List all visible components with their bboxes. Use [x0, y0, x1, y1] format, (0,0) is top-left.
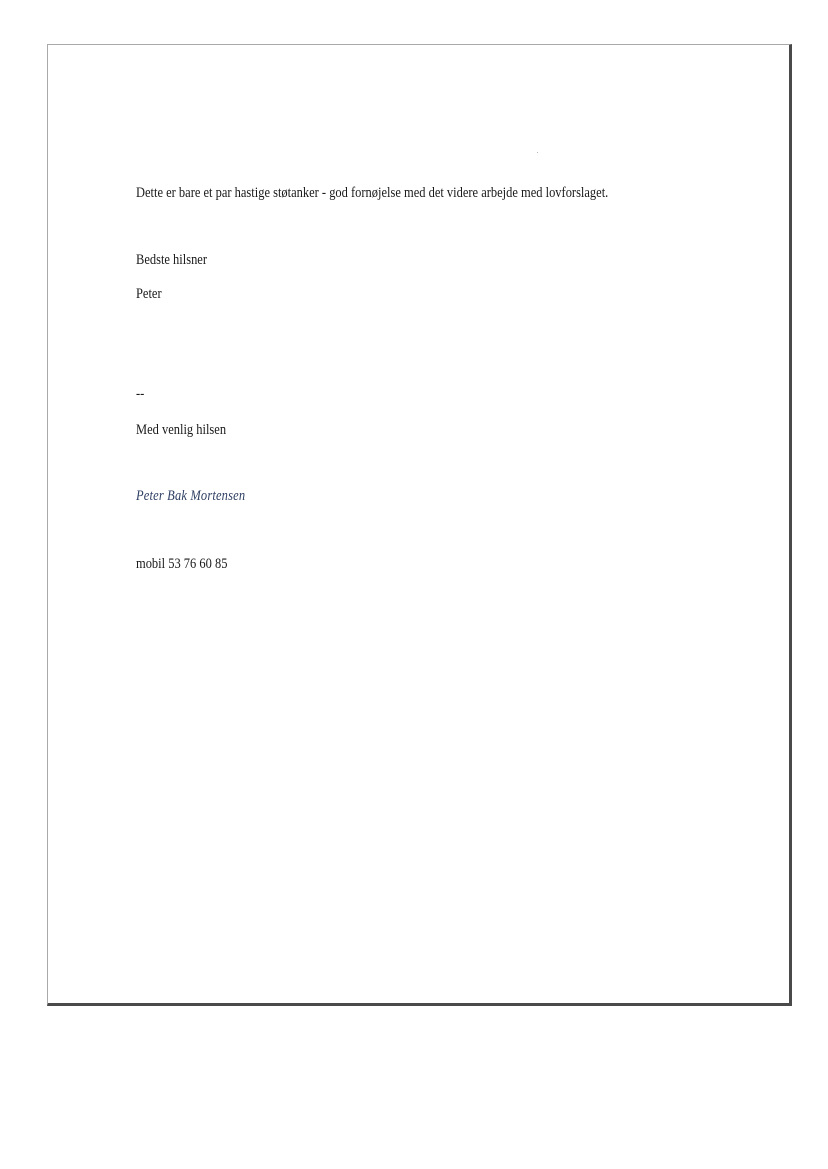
body-paragraph: Dette er bare et par hastige støtanker - god fornøjelse med det videre arbejde med lovforslaget.	[136, 185, 609, 201]
sender-first-name: Peter	[136, 286, 162, 302]
greeting-line: Bedste hilsner	[136, 252, 208, 268]
signature-name: Peter Bak Mortensen	[136, 488, 246, 504]
scan-speck	[537, 152, 538, 153]
document-page	[47, 44, 792, 1006]
signature-separator: --	[136, 386, 145, 402]
phone-number: mobil 53 76 60 85	[136, 556, 228, 572]
closing-line: Med venlig hilsen	[136, 422, 227, 438]
